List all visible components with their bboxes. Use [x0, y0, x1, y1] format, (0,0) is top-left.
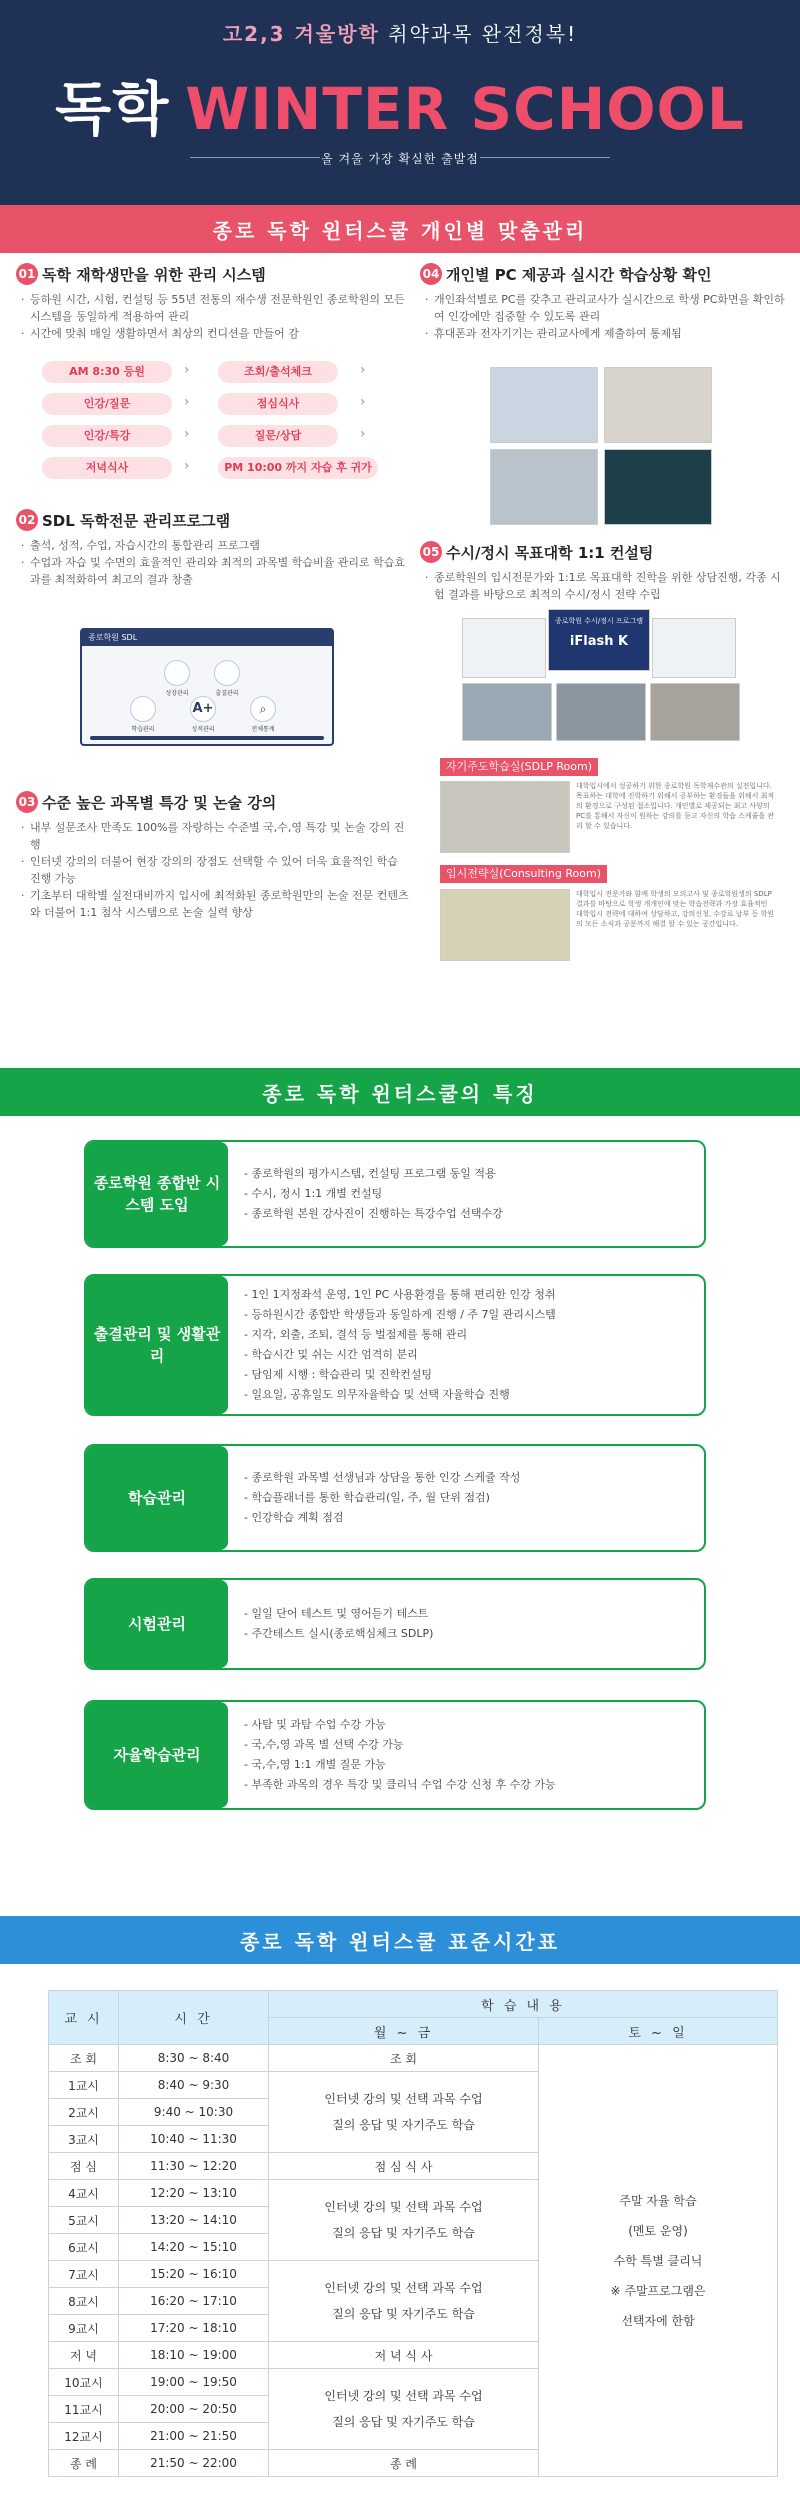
- feature-box-body: [244, 1276, 694, 1414]
- hero-tagline: 올 겨울 가장 확실한 출발점: [321, 152, 479, 166]
- sdlp-room-photo: [440, 781, 570, 853]
- feature-line: - 학습시간 및 쉬는 시간 엄격히 분리: [244, 1345, 694, 1365]
- time-cell: 21:00 ~ 21:50: [119, 2423, 269, 2450]
- schedule-pill: 질문/상담: [218, 425, 338, 447]
- period-cell: 저 녁: [49, 2342, 119, 2369]
- time-cell: 21:50 ~ 22:00: [119, 2450, 269, 2477]
- section-title-features: 종로 독학 윈터스쿨의 특징: [0, 1068, 800, 1116]
- bullet: · 등하원 시간, 시험, 컨설팅 등 55년 전통의 재수생 전문학원인 종로학원의 모든 시스템을 동일하게 적용하여 관리: [30, 291, 406, 325]
- period-cell: 1교시: [49, 2072, 119, 2099]
- period-cell: 7교시: [49, 2261, 119, 2288]
- section-title-personal: 종로 독학 윈터스쿨 개인별 맞춤관리: [0, 205, 800, 253]
- schedule-pill: AM 8:30 등원: [42, 361, 172, 383]
- feature-line: - 일요일, 공휴일도 의무자율학습 및 선택 자율학습 진행: [244, 1385, 694, 1405]
- period-cell: 조 회: [49, 2045, 119, 2072]
- icon-label: 학습관리: [131, 726, 155, 733]
- feature-title: 수시/정시 목표대학 1:1 컨설팅: [446, 543, 654, 562]
- feature-box-head: 시험관리: [86, 1580, 228, 1668]
- feature-bullets: [16, 819, 411, 921]
- lesson-line: 인터넷 강의 및 선택 과목 수업: [324, 2389, 483, 2403]
- feature-line: - 수시, 정시 1:1 개별 컨설팅: [244, 1184, 694, 1204]
- feature-01: [16, 263, 406, 342]
- poster-title: 종로학원 수시/정시 프로그램: [555, 617, 643, 625]
- feature-box-body: [244, 1580, 694, 1668]
- bullet: · 기초부터 대학별 실전대비까지 입시에 최적화된 종로학원만의 논술 전문 컨텐츠와 더불어 1:1 첨삭 시스템으로 논술 실력 향상: [30, 887, 411, 921]
- classroom-photo: [490, 367, 598, 443]
- feature-title: 독학 재학생만을 위한 관리 시스템: [42, 265, 266, 284]
- feature-box: [84, 1140, 706, 1248]
- feature-line: - 사탐 및 과탐 수업 수강 가능: [244, 1715, 694, 1735]
- feature-03: [16, 791, 411, 921]
- room-label-sdlp: 자기주도학습실(SDLP Room): [440, 758, 598, 776]
- search-icon: ⌕: [250, 696, 276, 722]
- chevron-right-icon: ›: [184, 458, 190, 474]
- content-cell: [269, 2180, 539, 2261]
- feature-title: 수준 높은 과목별 특강 및 논술 강의: [42, 793, 277, 812]
- period-cell: 10교시: [49, 2369, 119, 2396]
- number-badge: 05: [420, 541, 442, 563]
- consulting-photo: [556, 683, 646, 741]
- feature-line: - 지각, 외출, 조퇴, 결석 등 벌점제를 통해 관리: [244, 1325, 694, 1345]
- feature-line: - 등하원시간 종합반 학생들과 동일하게 진행 / 주 7일 관리시스템: [244, 1305, 694, 1325]
- consulting-photo: [650, 683, 740, 741]
- weekend-line: ※ 주말프로그램은: [610, 2283, 706, 2298]
- feature-04: [420, 263, 790, 342]
- feature-title: 개인별 PC 제공과 실시간 학습상황 확인: [446, 265, 712, 284]
- period-cell: 8교시: [49, 2288, 119, 2315]
- header-content: 학 습 내 용: [269, 1991, 778, 2018]
- feature-line: - 국,수,영 1:1 개별 질문 가능: [244, 1755, 694, 1775]
- header-time: 시 간: [119, 1991, 269, 2045]
- time-cell: 10:40 ~ 11:30: [119, 2126, 269, 2153]
- feature-line: - 종로학원 과목별 선생님과 상담을 통한 인강 스케쥴 작성: [244, 1468, 694, 1488]
- icon-label: 성장관리: [165, 690, 189, 697]
- feature-05: [420, 541, 790, 603]
- sdl-program-screen: [80, 628, 334, 746]
- content-cell: 조 회: [269, 2045, 539, 2072]
- feature-box-body: [244, 1142, 694, 1246]
- bullet: · 내부 설문조사 만족도 100%를 자랑하는 수준별 국,수,영 특강 및 논술 강의 진행: [30, 819, 411, 853]
- feature-bullets: [16, 291, 406, 342]
- number-badge: 02: [16, 509, 38, 531]
- lesson-line: 인터넷 강의 및 선택 과목 수업: [324, 2200, 483, 2214]
- chevron-right-icon: ›: [184, 362, 190, 378]
- feature-box: [84, 1444, 706, 1552]
- time-cell: 15:20 ~ 16:10: [119, 2261, 269, 2288]
- feature-bullets: [420, 569, 790, 603]
- time-cell: 8:40 ~ 9:30: [119, 2072, 269, 2099]
- time-cell: 20:00 ~ 20:50: [119, 2396, 269, 2423]
- content-cell: 점 심 식 사: [269, 2153, 539, 2180]
- time-cell: 12:20 ~ 13:10: [119, 2180, 269, 2207]
- time-cell: 19:00 ~ 19:50: [119, 2369, 269, 2396]
- period-cell: 12교시: [49, 2423, 119, 2450]
- feature-box-head: 자율학습관리: [86, 1702, 228, 1808]
- chevron-right-icon: ›: [360, 394, 366, 410]
- poster-brand: iFlash K: [569, 634, 629, 649]
- feature-box: [84, 1274, 706, 1416]
- feature-line: - 종로학원의 평가시스템, 컨설팅 프로그램 동일 적용: [244, 1164, 694, 1184]
- period-cell: 5교시: [49, 2207, 119, 2234]
- schedule-pill: 조회/출석체크: [218, 361, 338, 383]
- bullet: · 수업과 자습 및 수면의 효율적인 관리와 최적의 과목별 학습비율 관리로 학습효과를 최적화하여 최고의 결과 창출: [30, 554, 406, 588]
- schedule-pill: 저녁식사: [42, 457, 172, 479]
- period-cell: 2교시: [49, 2099, 119, 2126]
- period-cell: 점 심: [49, 2153, 119, 2180]
- weekend-line: 수학 특별 클리닉: [613, 2253, 703, 2268]
- feature-bullets: [420, 291, 790, 342]
- period-cell: 3교시: [49, 2126, 119, 2153]
- grade-icon: A+: [190, 696, 216, 722]
- feature-bullets: [16, 537, 406, 588]
- study-icon: [130, 696, 156, 722]
- bullet: · 출석, 성적, 수업, 자습시간의 통합관리 프로그램: [30, 537, 406, 554]
- hero-banner: [0, 0, 800, 205]
- number-badge: 03: [16, 791, 38, 813]
- number-badge: 04: [420, 263, 442, 285]
- room-description: 대학입시에서 성공하기 위한 종로학원 독학재수관의 실전입니다. 목표하는 대학에 진학하기 위해서 공부하는 환경들을 위해서 최적의 환경으로 구성된 접소입니다. 개인별로 제공되는 최고 사양의 PC를 통해서 자신이 원하는 강의를 듣고 자신의 학습 스케쥴을 관리 할 수 있습니다.: [576, 782, 775, 830]
- feature-box-head: 종로학원 종합반 시스템 도입: [86, 1142, 228, 1246]
- content-cell: [269, 2261, 539, 2342]
- weekend-line: 주말 자율 학습: [619, 2193, 697, 2208]
- time-cell: 17:20 ~ 18:10: [119, 2315, 269, 2342]
- brand-en: WINTER SCHOOL: [185, 75, 745, 143]
- feature-box-head: 출결관리 및 생활관리: [86, 1276, 228, 1414]
- hero-subtitle-rest: 취약과목 완전정복!: [388, 22, 578, 46]
- period-cell: 9교시: [49, 2315, 119, 2342]
- header-weekend: 토 ~ 일: [539, 2018, 778, 2045]
- lesson-line: 질의 응답 및 자기주도 학습: [332, 2307, 475, 2321]
- chevron-right-icon: ›: [184, 394, 190, 410]
- room-label-consulting: 입시전략실(Consulting Room): [440, 865, 607, 883]
- content-cell: 저 녁 식 사: [269, 2342, 539, 2369]
- lesson-line: 질의 응답 및 자기주도 학습: [332, 2226, 475, 2240]
- time-cell: 9:40 ~ 10:30: [119, 2099, 269, 2126]
- lesson-line: 질의 응답 및 자기주도 학습: [332, 2118, 475, 2132]
- number-badge: 01: [16, 263, 38, 285]
- screen-logo: 종로학원 SDL: [82, 630, 332, 646]
- feature-line: - 국,수,영 과목 별 선택 수강 가능: [244, 1735, 694, 1755]
- period-cell: 6교시: [49, 2234, 119, 2261]
- growth-icon: [164, 660, 190, 686]
- personal-care-section: [0, 253, 800, 1068]
- schedule-pill: 인강/질문: [42, 393, 172, 415]
- lesson-line: 인터넷 강의 및 선택 과목 수업: [324, 2281, 483, 2295]
- hero-subtitle: [0, 18, 800, 47]
- weekend-cell: [539, 2045, 778, 2477]
- feature-title: SDL 독학전문 관리프로그램: [42, 511, 231, 530]
- hero-title: [0, 62, 800, 146]
- feature-line: - 학습플래너를 통한 학습관리(일, 주, 월 단위 점검): [244, 1488, 694, 1508]
- chevron-right-icon: ›: [360, 362, 366, 378]
- bullet: · 휴대폰과 전자기기는 관리교사에게 제출하여 통제됨: [434, 325, 790, 342]
- feature-box-head: 학습관리: [86, 1446, 228, 1550]
- feature-line: - 주간테스트 실시(종로핵심체크 SDLP): [244, 1624, 694, 1644]
- schedule-pill: PM 10:00 까지 자습 후 귀가: [218, 457, 378, 479]
- document-image: [652, 618, 736, 678]
- study-room-photo: [490, 449, 598, 525]
- bullet: · 개인좌석별로 PC를 갖추고 관리교사가 실시간으로 학생 PC화면을 확인하여 인강에만 집중할 수 있도록 관리: [434, 291, 790, 325]
- time-cell: 18:10 ~ 19:00: [119, 2342, 269, 2369]
- hero-subtitle-accent: 고2,3 겨울방학: [222, 22, 380, 46]
- bullet: · 인터넷 강의의 더불어 현장 강의의 장점도 선택할 수 있어 더욱 효율적인 학습 진행 가능: [30, 853, 411, 887]
- schedule-pill: 인강/특강: [42, 425, 172, 447]
- content-cell: [269, 2072, 539, 2153]
- icon-label: 출결관리: [215, 690, 239, 697]
- chevron-right-icon: ›: [184, 426, 190, 442]
- header-weekday: 월 ~ 금: [269, 2018, 539, 2045]
- time-cell: 8:30 ~ 8:40: [119, 2045, 269, 2072]
- period-cell: 4교시: [49, 2180, 119, 2207]
- consulting-photo: [462, 683, 552, 741]
- timetable: [48, 1990, 778, 2477]
- content-cell: 종 례: [269, 2450, 539, 2477]
- time-cell: 14:20 ~ 15:10: [119, 2234, 269, 2261]
- feature-box-body: [244, 1446, 694, 1550]
- chevron-right-icon: ›: [360, 426, 366, 442]
- lesson-line: 인터넷 강의 및 선택 과목 수업: [324, 2092, 483, 2106]
- lesson-line: 질의 응답 및 자기주도 학습: [332, 2415, 475, 2429]
- header-class: 교 시: [49, 1991, 119, 2045]
- bullet: · 시간에 맞춰 매일 생활하면서 최상의 컨디션을 만들어 감: [30, 325, 406, 342]
- feature-box: [84, 1578, 706, 1670]
- attendance-icon: [214, 660, 240, 686]
- period-cell: 11교시: [49, 2396, 119, 2423]
- features-section: [0, 1116, 800, 1916]
- brand-kr: 독학: [55, 75, 170, 143]
- content-cell: [269, 2369, 539, 2450]
- consulting-room-photo: [440, 889, 570, 961]
- student-photo: [604, 367, 712, 443]
- program-poster: [548, 609, 650, 671]
- feature-line: - 종로학원 본원 강사진이 진행하는 특강수업 선택수강: [244, 1204, 694, 1224]
- period-cell: 종 례: [49, 2450, 119, 2477]
- feature-line: - 1인 1지정좌석 운영, 1인 PC 사용환경을 통해 편리한 인강 청취: [244, 1285, 694, 1305]
- feature-line: - 담임제 시행 : 학습관리 및 진학컨설팅: [244, 1365, 694, 1385]
- bullet: · 종로학원의 입시전문가와 1:1로 목표대학 진학을 위한 상담진행, 각종 시험 결과를 바탕으로 최적의 수시/정시 전략 수립: [434, 569, 790, 603]
- time-cell: 13:20 ~ 14:10: [119, 2207, 269, 2234]
- weekend-line: (멘토 운영): [628, 2223, 688, 2238]
- monitor-photo: [604, 449, 712, 525]
- timetable-section: [0, 1964, 800, 2471]
- document-image: [462, 618, 546, 678]
- room-description: 대학입시 전문가와 함께 학생의 모의고사 및 종로학원생의 SDLP결과를 바탕으로 학생 개개인에 맞는 학습전략과 가장 효율적인 대학입시 전략에 대하여 상담하고, 강의신청, 수강료 납부 등 학원의 모든 소식과 공문까지 해결 할 수 있는 공간입니다.: [576, 890, 775, 928]
- feature-box-body: [244, 1702, 694, 1808]
- icon-label: 전체통계: [251, 726, 275, 733]
- feature-line: - 부족한 과목의 경우 특강 및 클리닉 수업 수강 신청 후 수강 가능: [244, 1775, 694, 1795]
- feature-line: - 인강학습 계획 점검: [244, 1508, 694, 1528]
- weekend-line: 선택자에 한함: [621, 2313, 695, 2328]
- icon-label: 성적관리: [191, 726, 215, 733]
- time-cell: 16:20 ~ 17:10: [119, 2288, 269, 2315]
- feature-02: [16, 509, 406, 588]
- table-row: [49, 2045, 778, 2072]
- section-title-timetable: 종로 독학 윈터스쿨 표준시간표: [0, 1916, 800, 1964]
- schedule-pill: 점심식사: [218, 393, 338, 415]
- feature-line: - 일일 단어 테스트 및 영어듣기 테스트: [244, 1604, 694, 1624]
- time-cell: 11:30 ~ 12:20: [119, 2153, 269, 2180]
- feature-box: [84, 1700, 706, 1810]
- screen-footer: [90, 736, 324, 740]
